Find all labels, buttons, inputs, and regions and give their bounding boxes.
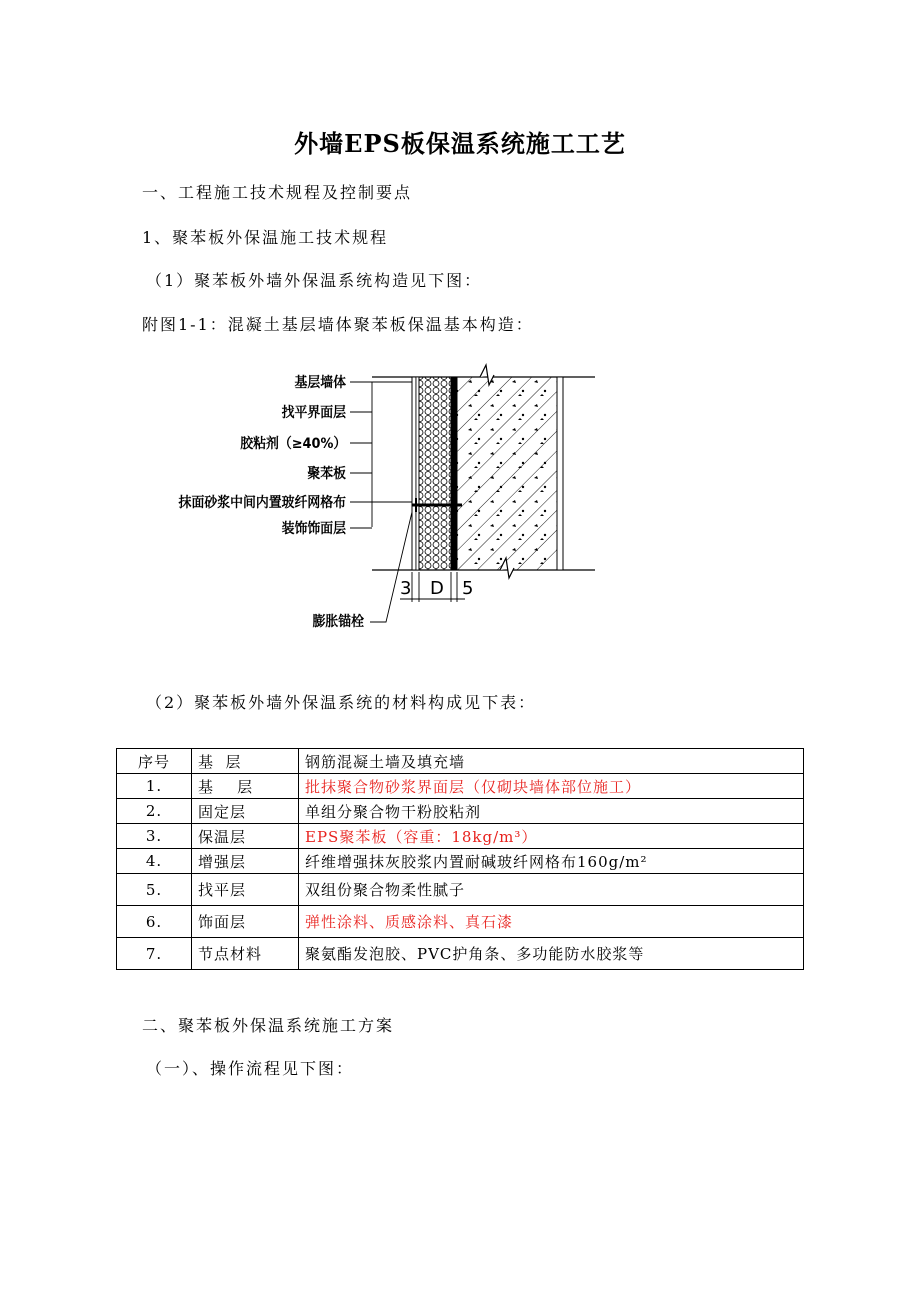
label-leveling-layer: 找平界面层 [281,405,346,421]
figure-caption: 附图1-1：混凝土基层墙体聚苯板保温基本构造： [142,315,534,334]
eps-board [419,377,451,570]
table-row [117,938,804,970]
cell-material: 批抹聚合物砂浆界面层（仅砌块墙体部位施工） [299,774,804,799]
dim-label-3: 3 [400,578,412,599]
label-eps-board: 聚苯板 [307,466,346,482]
dim-label-d: D [430,578,444,599]
cell-material: 弹性涂料、质感涂料、真石漆 [299,906,804,938]
construction-diagram [178,352,620,642]
section-heading-1: 一、工程施工技术规程及控制要点 [142,183,413,202]
finish-layer [412,377,416,570]
paragraph-structure: （1）聚苯板外墙外保温系统构造见下图： [146,271,483,290]
table-row [117,799,804,824]
table-row [117,849,804,874]
table-row [117,874,804,906]
section-heading-2: 二、聚苯板外保温系统施工方案 [142,1016,395,1035]
subsection-heading-2-1: （一）、操作流程见下图： [146,1059,355,1078]
table-header-row [117,749,804,774]
cell-layer: 保温层 [192,824,299,849]
header-cell-layer: 基 层 [192,749,299,774]
label-finish-layer: 装饰饰面层 [281,521,346,537]
label-adhesive: 胶粘剂（≥40%） [239,436,346,452]
cell-layer: 基 层 [192,774,299,799]
cell-no: 7. [117,938,192,970]
cell-no: 2. [117,799,192,824]
cell-layer: 固定层 [192,799,299,824]
cell-material: 纤维增强抹灰胶浆内置耐碱玻纤网格布160g/m² [299,849,804,874]
label-anchor-bolt: 膨胀锚栓 [312,614,364,630]
table-row [117,824,804,849]
cell-no: 1. [117,774,192,799]
cell-material: 聚氨酯发泡胶、PVC护角条、多功能防水胶浆等 [299,938,804,970]
table-row [117,774,804,799]
adhesive-layer [451,377,457,570]
cell-material: 单组分聚合物干粉胶粘剂 [299,799,804,824]
label-mesh-mortar: 抹面砂浆中间内置玻纤网格布 [178,495,346,511]
cell-layer: 饰面层 [192,906,299,938]
cell-no: 6. [117,906,192,938]
paragraph-materials: （2）聚苯板外墙外保温系统的材料构成见下表： [146,693,537,712]
materials-table [116,748,804,970]
dim-label-5: 5 [462,578,474,599]
subsection-heading-1-1: 1、聚苯板外保温施工技术规程 [142,228,389,247]
cell-layer: 找平层 [192,874,299,906]
cell-no: 5. [117,874,192,906]
cell-material: EPS聚苯板（容重：18kg/m³） [299,824,804,849]
cell-layer: 节点材料 [192,938,299,970]
header-cell-material: 钢筋混凝土墙及填充墙 [299,749,804,774]
label-base-wall: 基层墙体 [294,375,346,391]
cell-layer: 增强层 [192,849,299,874]
header-cell-no: 序号 [117,749,192,774]
cell-no: 3. [117,824,192,849]
table-row [117,906,804,938]
cell-material: 双组份聚合物柔性腻子 [299,874,804,906]
page-title: 外墙EPS板保温系统施工工艺 [294,129,626,158]
cell-no: 4. [117,849,192,874]
